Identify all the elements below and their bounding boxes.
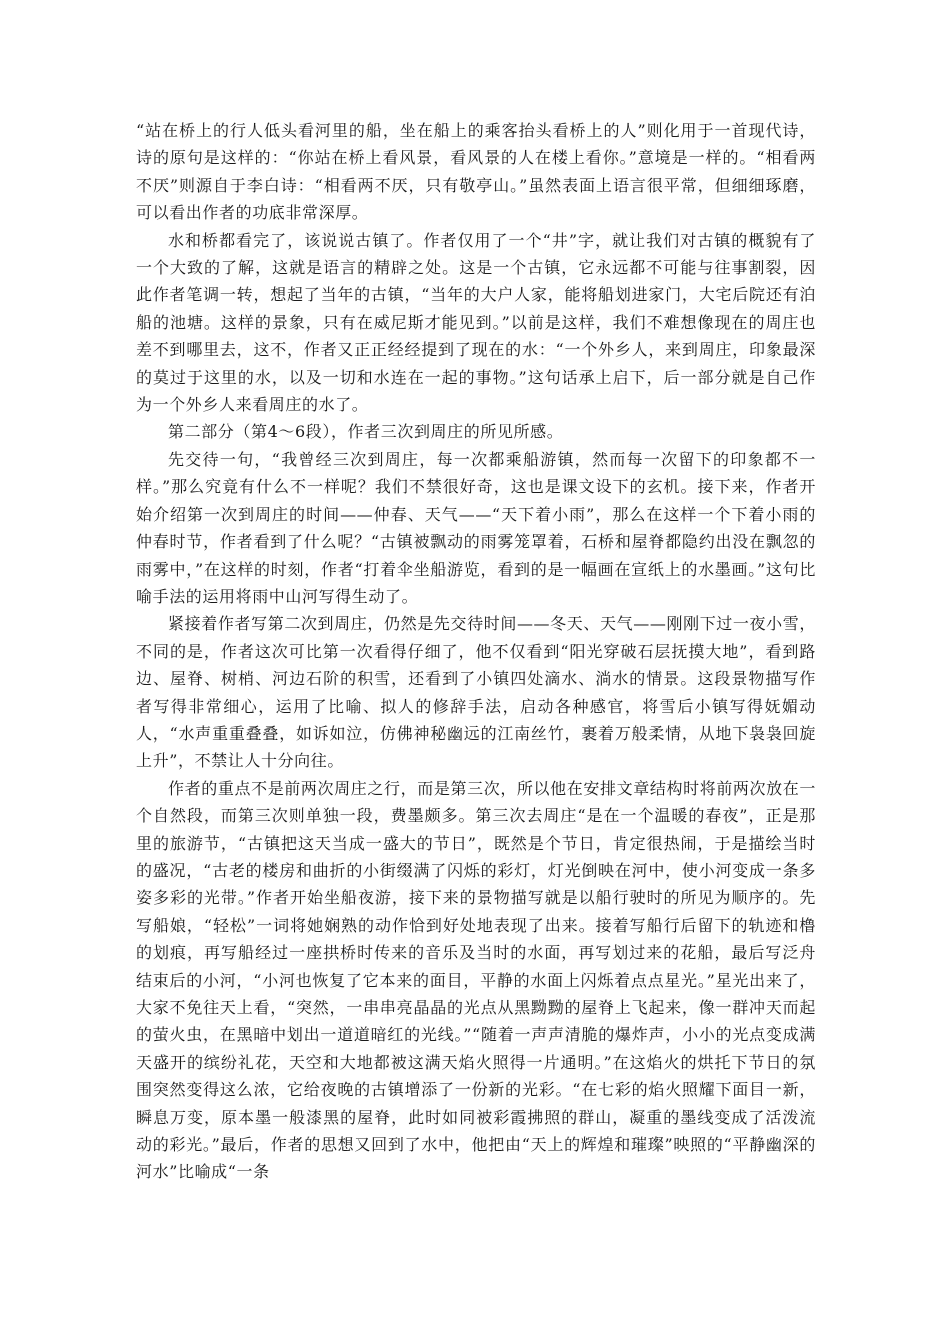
paragraph-4: 先交待一句，“我曾经三次到周庄，每一次都乘船游镇，然而每一次留下的印象都不一样。”那么究竟有什么不一样呢？我们不禁很好奇，这也是课文设下的玄机。接下来，作者开始介绍第一次到周庄的时间——仲春、天气——“天下着小雨”，那么在这样一个下着小雨的仲春时节，作者看到了什么呢？“古镇被飘动的雨雾笼罩着，石桥和屋脊都隐约出没在飘忽的雨雾中，”在这样的时刻，作者“打着伞坐船游览，看到的是一幅画在宣纸上的水墨画。”这句比喻手法的运用将雨中山河写得生动了。 — [136, 449, 816, 606]
paragraph-3: 第二部分（第4～6段），作者三次到周庄的所见所感。 — [168, 422, 564, 442]
paragraph-2: 水和桥都看完了，该说说古镇了。作者仅用了一个“井”字，就让我们对古镇的概貌有了一个大致的了解，这就是语言的精辟之处。这是一个古镇，它永远都不可能与往事割裂，因此作者笔调一转，想起了当年的古镇，“当年的大户人家，能将船划进家门，大宅后院还有泊船的池塘。这样的景象，只有在威尼斯才能见到。”以前是这样，我们不难想像现在的周庄也差不到哪里去，这不，作者又正正经经提到了现在的水：“一个外乡人，来到周庄，印象最深的莫过于这里的水，以及一切和水连在一起的事物。”这句话承上启下，后一部分就是自己作为一个外乡人来看周庄的水了。 — [136, 230, 816, 415]
article-body — [136, 117, 816, 1186]
paragraph-1: “站在桥上的行人低头看河里的船，坐在船上的乘客抬头看桥上的人”则化用于一首现代诗，诗的原句是这样的：“你站在桥上看风景，看风景的人在楼上看你。”意境是一样的。“相看两不厌”则源自于李白诗：“相看两不厌，只有敬亭山。”虽然表面上语言很平常，但细细琢磨，可以看出作者的功底非常深厚。 — [136, 121, 816, 223]
paragraph-5: 紧接着作者写第二次到周庄，仍然是先交待时间——冬天、天气——刚刚下过一夜小雪，不同的是，作者这次可比第一次看得仔细了，他不仅看到“阳光穿破石层抚摸大地”，看到路边、屋脊、树梢、河边石阶的积雪，还看到了小镇四处滴水、淌水的情景。这段景物描写作者写得非常细心，运用了比喻、拟人的修辞手法，启动各种感官，将雪后小镇写得妩媚动人，“水声重重叠叠，如诉如泣，仿佛神秘幽远的江南丝竹，裹着万般柔情，从地下袅袅回旋上升”，不禁让人十分向往。 — [136, 614, 816, 771]
paragraph-6: 作者的重点不是前两次周庄之行，而是第三次，所以他在安排文章结构时将前两次放在一个自然段，而第三次则单独一段，费墨颇多。第三次去周庄“是在一个温暖的春夜”，正是那里的旅游节，“古镇把这天当成一盛大的节日”，既然是个节日，肯定很热闹，于是描绘当时的盛况，“古老的楼房和曲折的小街缀满了闪烁的彩灯，灯光倒映在河中，使小河变成一条多姿多彩的光带。”作者开始坐船夜游，接下来的景物描写就是以船行驶时的所见为顺序的。先写船娘，“轻松”一词将她娴熟的动作恰到好处地表现了出来。接着写船行后留下的轨迹和橹的划痕，再写船经过一座拱桥时传来的音乐及当时的水面，再写划过来的花船，最后写泛舟结束后的小河，“小河也恢复了它本来的面目，平静的水面上闪烁着点点星光。”星光出来了，大家不免往天上看，“突然，一串串亮晶晶的光点从黑黝黝的屋脊上飞起来，像一群冲天而起的萤火虫，在黑暗中划出一道道暗红的光线。”“随着一声声清脆的爆炸声，小小的光点变成满天盛开的缤纷礼花，天空和大地都被这满天焰火照得一片通明。”在这焰火的烘托下节日的氛围突然变得这么浓，它给夜晚的古镇增添了一份新的光彩。“在七彩的焰火照耀下面目一新，瞬息万变，原本墨一般漆黑的屋脊，此时如同被彩霞拂照的群山，凝重的墨线变成了活泼流动的彩光。”最后，作者的思想又回到了水中，他把由“天上的辉煌和璀璨”映照的“平静幽深的河水”比喻成“一条 — [136, 778, 816, 1182]
